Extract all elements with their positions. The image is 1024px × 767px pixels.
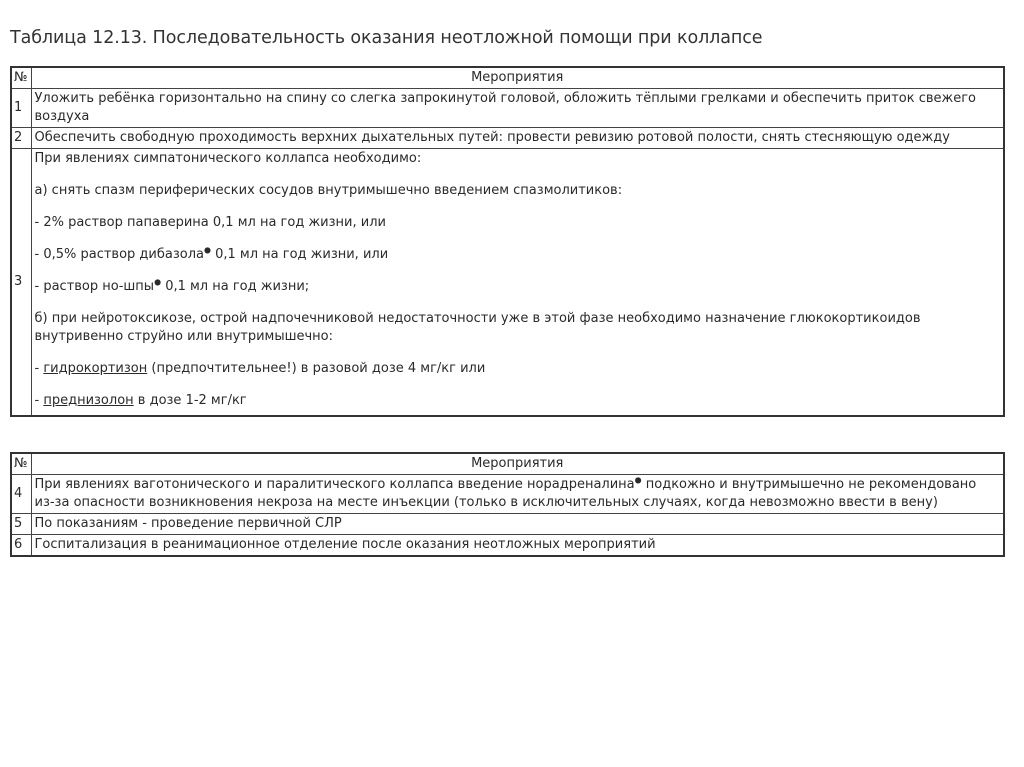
row-number: 4 [11,475,31,514]
row-number: 3 [11,149,31,417]
spasm-instruction: а) снять спазм периферических сосудов внутримышечно введением спазмолитиков: [34,183,623,198]
prednisolone-link: преднизолон [43,393,134,408]
prednisolone-dose: - преднизолон в дозе 1-2 мг/кг [34,393,247,408]
procedure-table-part-2 [10,452,1005,557]
registered-mark-icon: ● [154,277,162,287]
dibazol-text: - 0,5% раствор дибазола [34,247,204,262]
page-title: Таблица 12.13. Последовательность оказания неотложной помощи при коллапсе [10,28,763,48]
papaverine-dose: - 2% раствор папаверина 0,1 мл на год жизни, или [34,215,386,230]
table-row [11,89,1004,128]
no-shpa-dose [35,278,1001,296]
table-header-row [11,67,1004,89]
row-text: Обеспечить свободную проходимость верхних дыхательных путей: провести ревизию ротовой полости, снять стесняющую одежду [31,128,1004,149]
row-number: 1 [11,89,31,128]
registered-mark-icon: ● [634,475,642,485]
measures-column-header: Мероприятия [31,453,1004,475]
hydrocortisone-dose: - гидрокортизон (предпочтительнее!) в разовой дозе 4 мг/кг или [34,361,486,376]
number-column-header: № [11,67,31,89]
table-row [11,475,1004,514]
row-text: При явлениях ваготонического и паралитического коллапса введение норадреналина● подкожно и внутримышечно не рекомендовано из-за опасности возникновения некроза на месте инъекции (только в исключительных случаях, когда невозможно ввести в вену) [31,475,1004,514]
table-row [11,535,1004,557]
row-number: 2 [11,128,31,149]
no-shpa-text: - раствор но-шпы [34,279,155,294]
table-row [11,514,1004,535]
row-text: По показаниям - проведение первичной СЛР [31,514,1004,535]
neurotoxicosis-instruction: б) при нейротоксикозе, острой надпочечниковой недостаточности уже в этой фазе необходимо назначение глюкокортикоидов внутривенно струйно или внутримышечно: [34,311,921,344]
row-number: 6 [11,535,31,557]
row-text [31,149,1004,417]
measures-column-header: Мероприятия [31,67,1004,89]
dibazol-dose-text: 0,1 мл на год жизни, или [210,247,389,262]
table-row [11,128,1004,149]
table-row [11,149,1004,417]
row-number: 5 [11,514,31,535]
table-header-row [11,453,1004,475]
procedure-table-part-1 [10,66,1005,417]
sympathotonic-intro: При явлениях симпатонического коллапса необходимо: [34,151,422,166]
row-text: Госпитализация в реанимационное отделение после оказания неотложных мероприятий [31,535,1004,557]
registered-mark-icon: ● [203,245,211,255]
number-column-header: № [11,453,31,475]
no-shpa-dose-text: 0,1 мл на год жизни; [161,279,310,294]
row-text: Уложить ребёнка горизонтально на спину со слегка запрокинутой головой, обложить тёплыми грелками и обеспечить приток свежего воздуха [31,89,1004,128]
dibazol-dose [35,246,1001,264]
hydrocortisone-link: гидрокортизон [43,361,148,376]
